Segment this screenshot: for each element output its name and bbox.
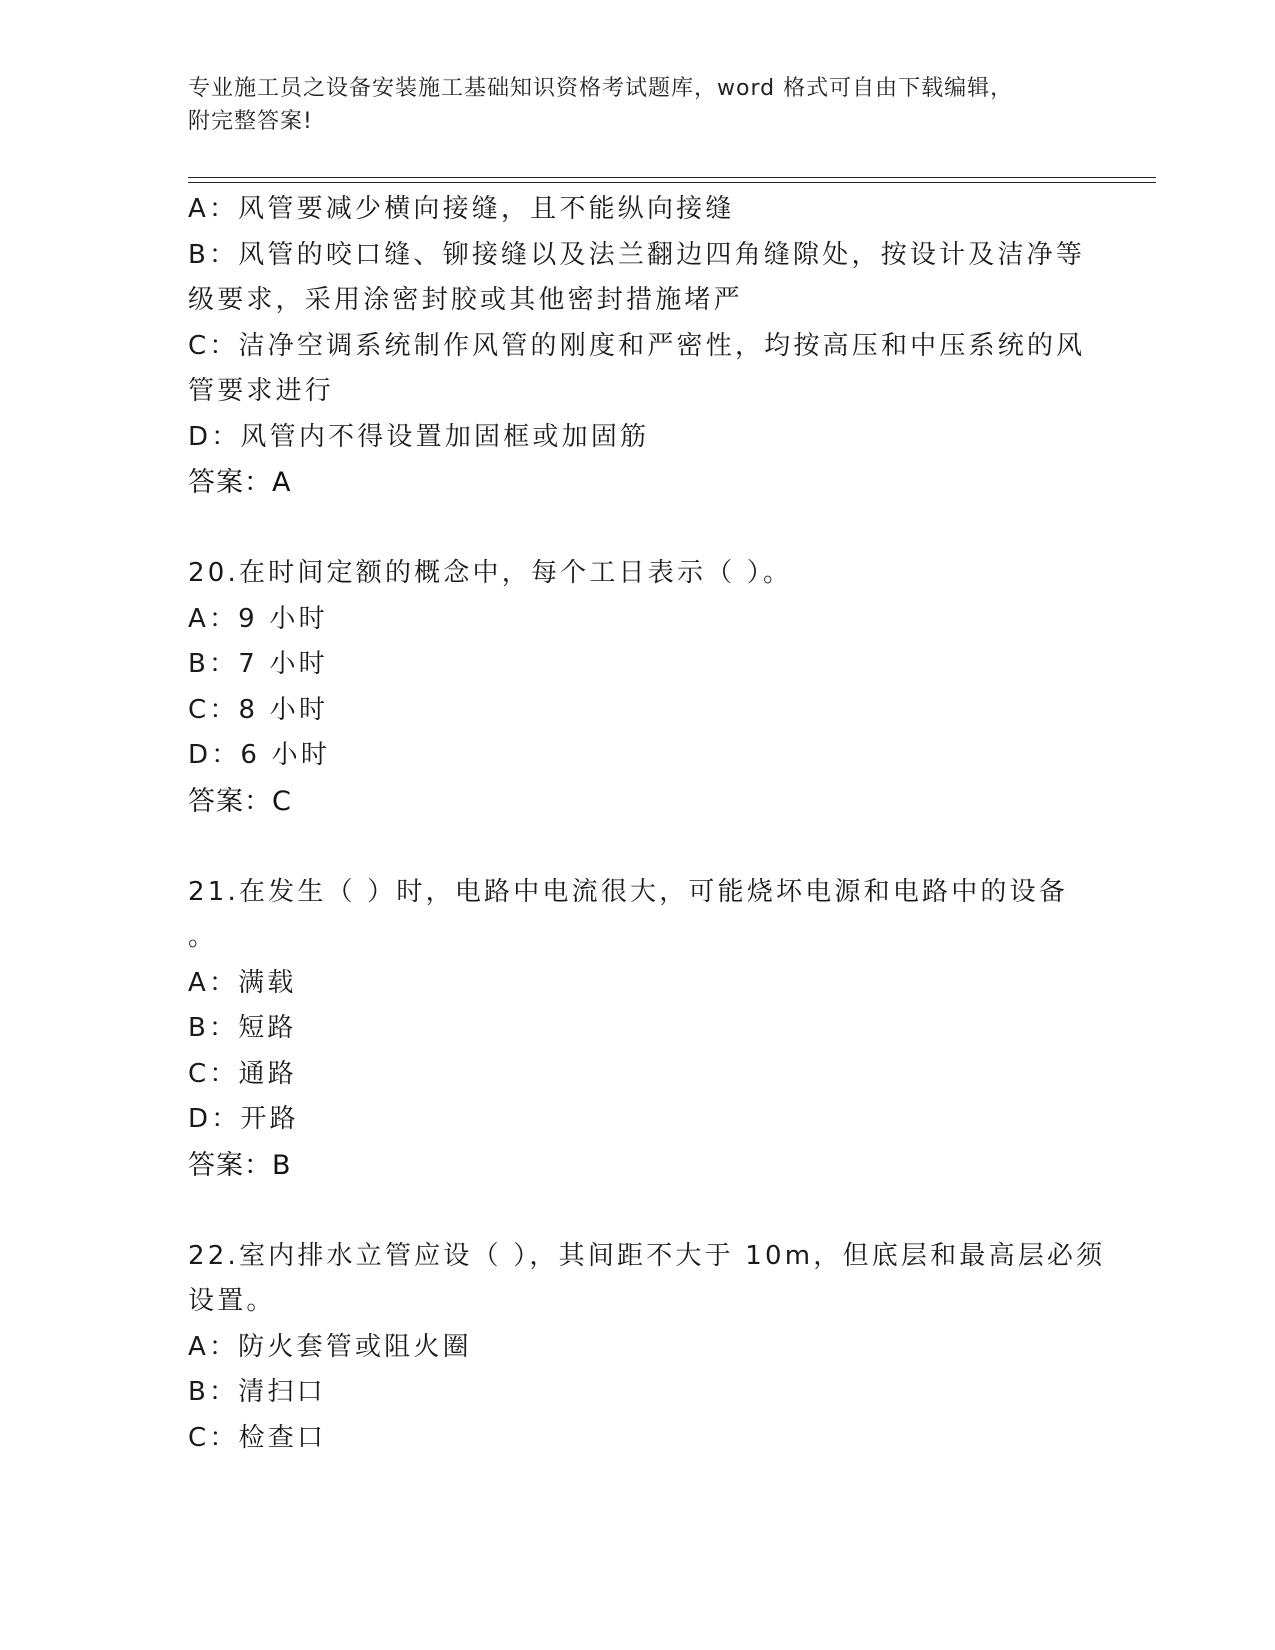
text-line: B：风管的咬口缝、铆接缝以及法兰翻边四角缝隙处，按设计及洁净等 <box>188 239 1086 270</box>
question-stem-continuation: 。 <box>188 922 218 952</box>
option-line: A：防火套管或阻火圈 <box>188 1331 472 1362</box>
option-line: C：8 小时 <box>188 694 329 725</box>
option-line: C：检查口 <box>188 1422 327 1453</box>
option-line: C：通路 <box>188 1058 297 1089</box>
document-header <box>188 72 1088 138</box>
header-line-2: 附完整答案! <box>188 109 313 134</box>
text-line: 级要求，采用涂密封胶或其他密封措施堵严 <box>188 285 743 315</box>
text-line: D：风管内不得设置加固框或加固筋 <box>188 421 650 452</box>
option-line: B：短路 <box>188 1013 297 1043</box>
paragraph-gap <box>188 824 1088 870</box>
header-line-1: 专业施工员之设备安装施工基础知识资格考试题库，word 格式可自由下载编辑， <box>188 76 1014 101</box>
header-divider-bottom <box>188 182 1156 183</box>
question-stem: 21.在发生（ ）时，电路中电流很大，可能烧坏电源和电路中的设备 <box>188 876 1069 907</box>
option-line: A：满载 <box>188 967 297 998</box>
paragraph-gap <box>188 506 1088 552</box>
answer-line: 答案：C <box>188 785 292 817</box>
question-stem-continuation: 设置。 <box>188 1286 276 1316</box>
question-content <box>188 187 1106 1461</box>
option-line: D：6 小时 <box>188 740 331 770</box>
header-divider-top <box>188 177 1156 178</box>
option-line: B：清扫口 <box>188 1377 326 1407</box>
text-line: A：风管要减少横向接缝，且不能纵向接缝 <box>188 194 735 224</box>
option-line: B：7 小时 <box>188 649 328 679</box>
paragraph-gap <box>188 1188 1088 1234</box>
option-line: D：开路 <box>188 1104 299 1134</box>
answer-line: 答案：B <box>188 1149 292 1181</box>
option-line: A：9 小时 <box>188 603 328 634</box>
text-line: C：洁净空调系统制作风管的刚度和严密性，均按高压和中压系统的风 <box>188 330 1086 361</box>
question-stem: 20.在时间定额的概念中，每个工日表示（ ）。 <box>188 558 793 588</box>
question-stem: 22.室内排水立管应设（ ），其间距不大于 10m，但底层和最高层必须 <box>188 1240 1106 1271</box>
answer-line: 答案：A <box>188 467 292 498</box>
text-line: 管要求进行 <box>188 376 335 406</box>
